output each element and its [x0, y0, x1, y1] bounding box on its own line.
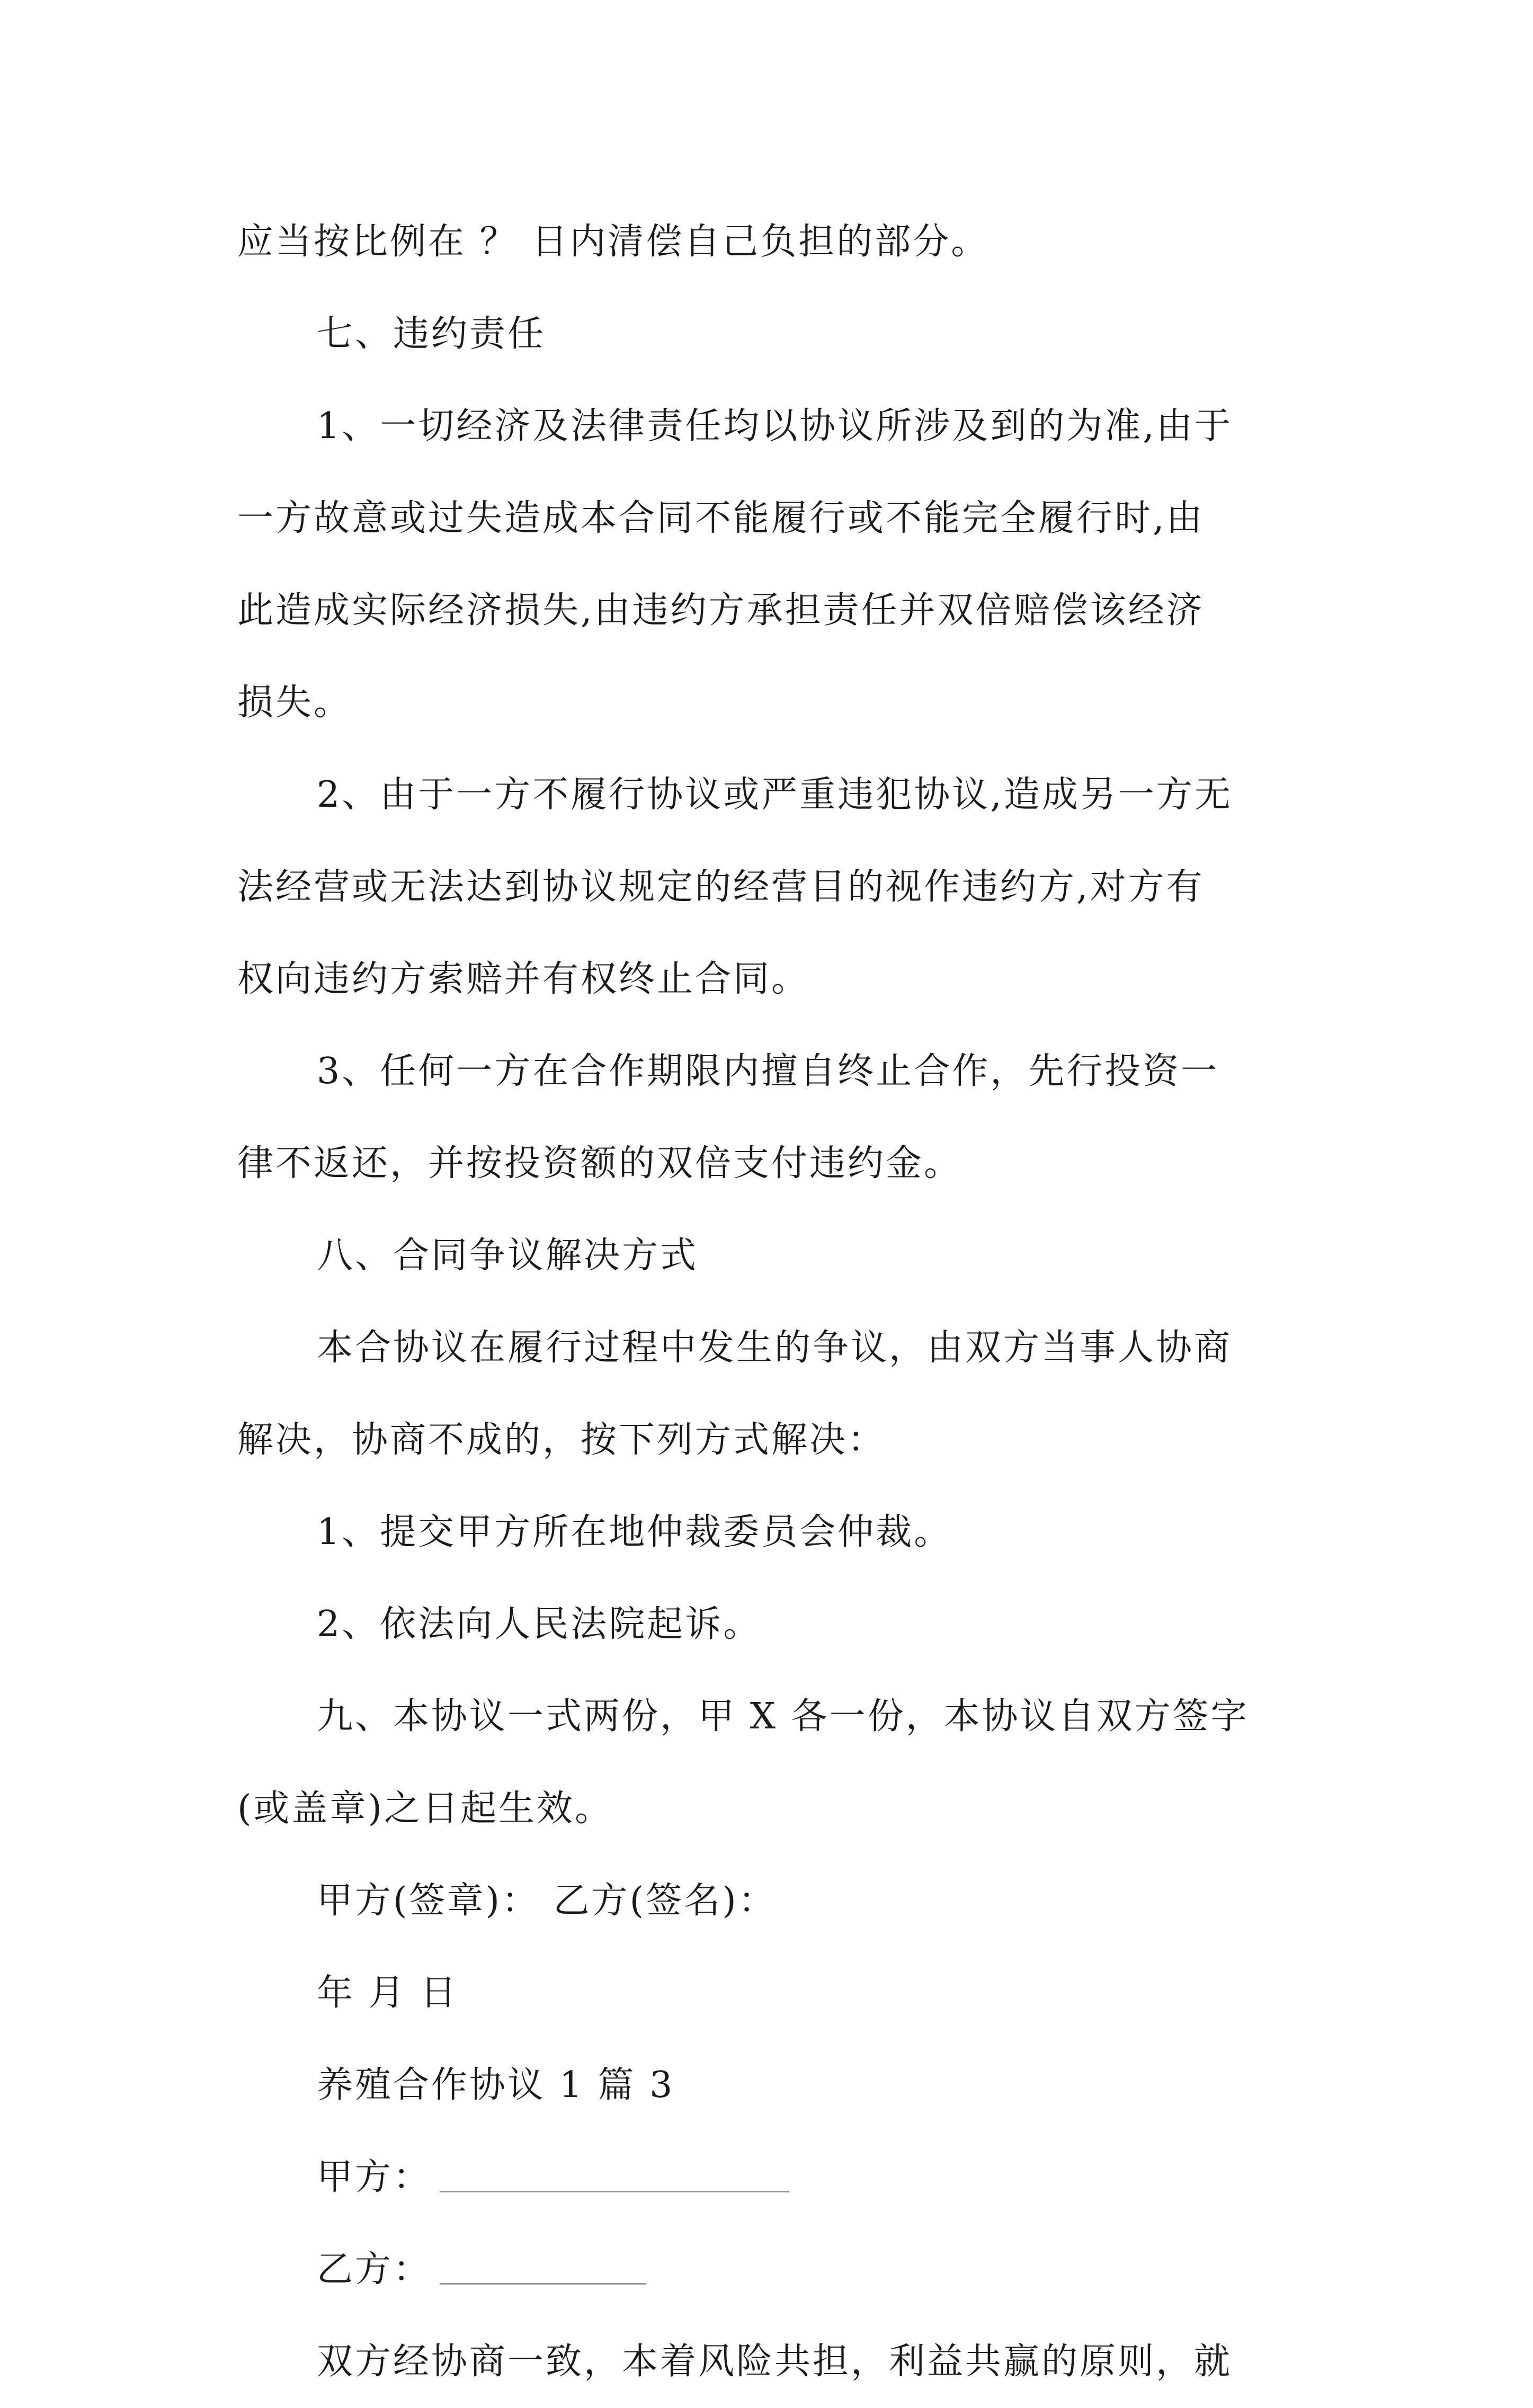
text-line-3: 1、一切经济及法律责任均以协议所涉及到的为准,由于: [317, 405, 1233, 447]
text-line-last: 双方经协商一致，本着风险共担，利益共赢的原则，就: [317, 2341, 1233, 2383]
party-b-blank: [440, 2249, 646, 2285]
party-a-blank: [440, 2157, 789, 2192]
party-a-label: 甲方：: [317, 2156, 432, 2198]
section-heading-dispute: 八、合同争议解决方式: [317, 1235, 699, 1277]
party-b-line: [237, 2224, 1307, 2316]
section-heading-breach: 七、违约责任: [317, 313, 546, 355]
text-line-14: 解决，协商不成的，按下列方式解决：: [237, 1419, 886, 1461]
text-line-1: 应当按比例在 ？ 日内清偿自己负担的部分。: [237, 221, 990, 263]
text-line-11: 律不返还，并按投资额的双倍支付违约金。: [237, 1143, 962, 1184]
text-line-4: 一方故意或过失造成本合同不能履行或不能完全履行时,由: [237, 497, 1205, 539]
party-b-label: 乙方：: [317, 2249, 432, 2290]
text-line-15: 1、提交甲方所在地仲裁委员会仲裁。: [317, 1511, 952, 1553]
text-line-13: 本合协议在履行过程中发生的争议，由双方当事人协商: [317, 1327, 1233, 1369]
text-line-9: 权向违约方索赔并有权终止合同。: [237, 958, 810, 1000]
document-page: [237, 196, 1307, 2408]
text-line-6: 损失。: [237, 682, 352, 724]
text-line-10: 3、任何一方在合作期限内擅自终止合作，先行投资一: [317, 1050, 1219, 1092]
signature-line: 甲方(签章)： 乙方(签名)：: [317, 1880, 777, 1922]
agreement-title: 养殖合作协议 1 篇 3: [317, 2064, 675, 2106]
party-a-line: [237, 2131, 1307, 2224]
text-line-18: (或盖章)之日起生效。: [237, 1788, 613, 1830]
text-line-5: 此造成实际经济损失,由违约方承担责任并双倍赔偿该经济: [237, 590, 1205, 631]
text-line-8: 法经营或无法达到协议规定的经营目的视作违约方,对方有: [237, 866, 1205, 908]
text-line-16: 2、依法向人民法院起诉。: [317, 1603, 762, 1645]
text-line-17: 九、本协议一式两份，甲 X 各一份，本协议自双方签字: [317, 1696, 1249, 1737]
date-line: 年 月 日: [317, 1972, 459, 2014]
text-line-7: 2、由于一方不履行协议或严重违犯协议,造成另一方无: [317, 774, 1233, 816]
